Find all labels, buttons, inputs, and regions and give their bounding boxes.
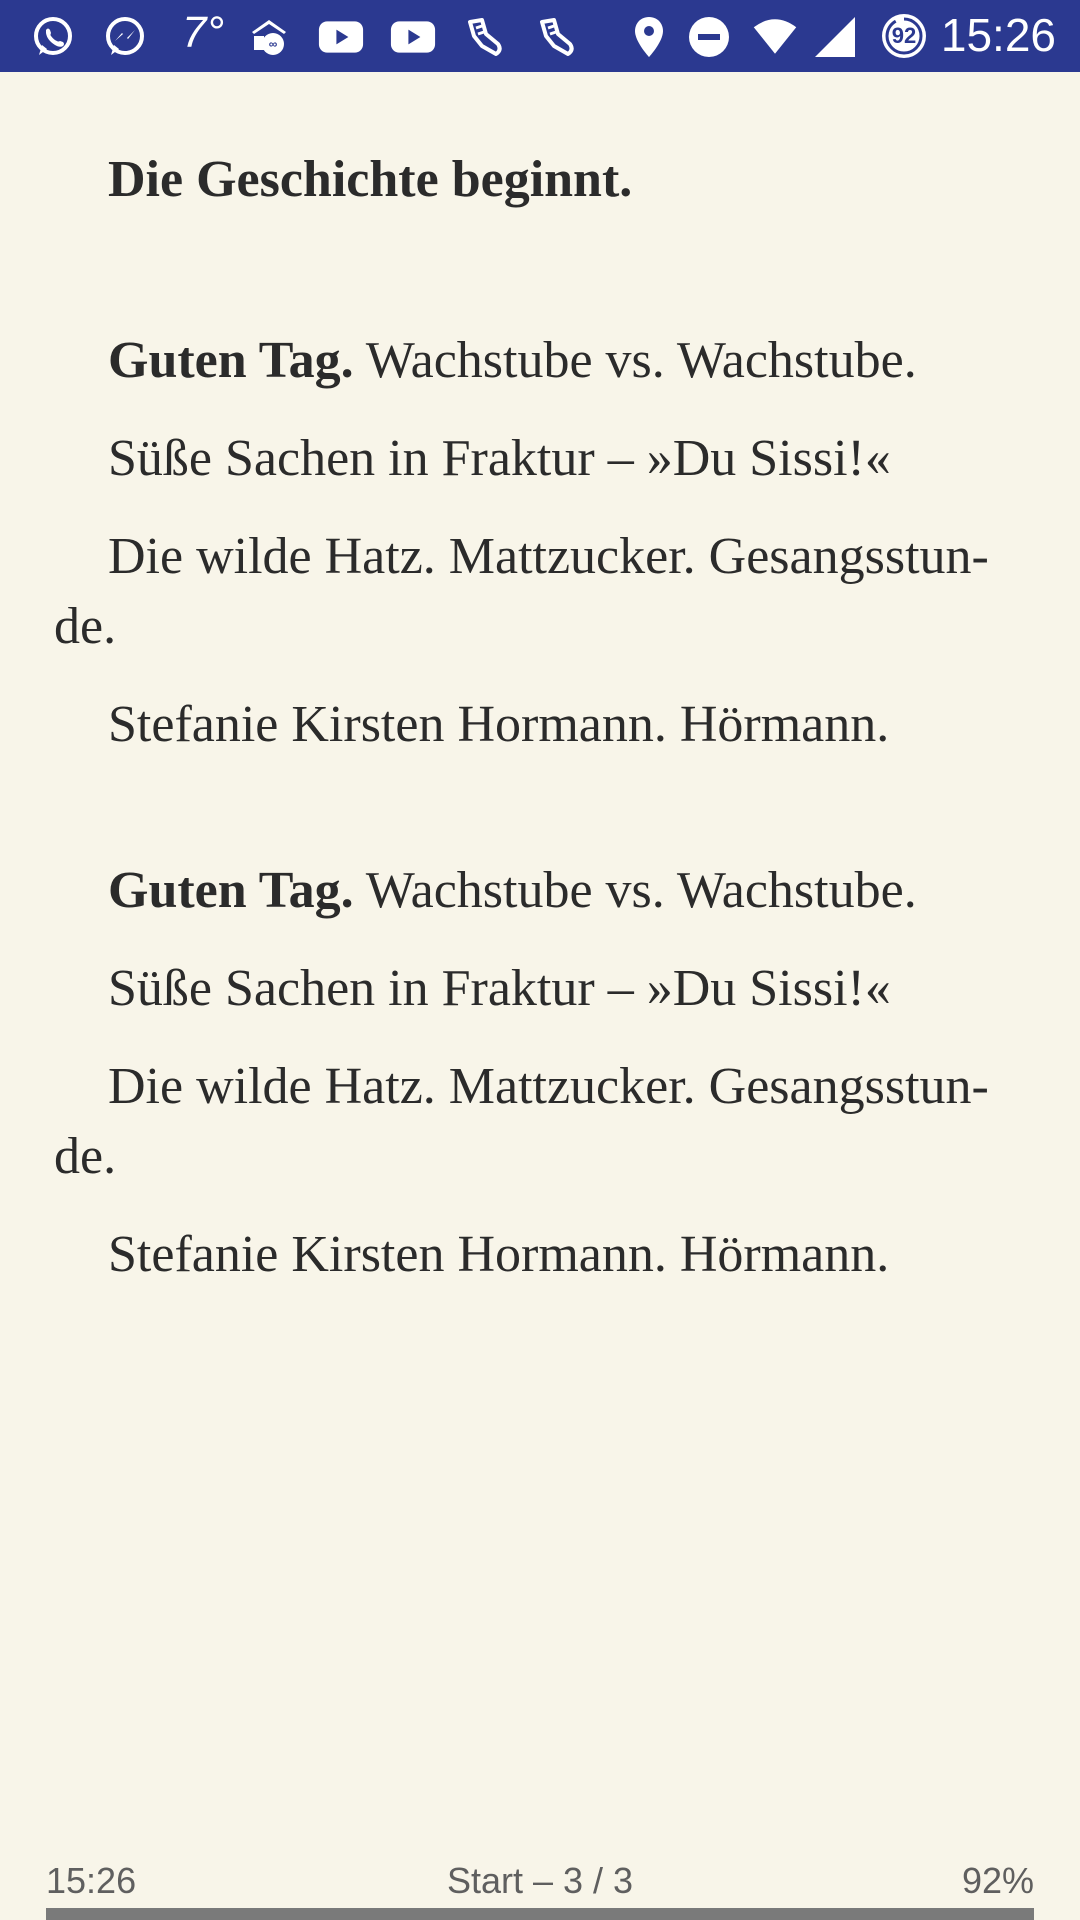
paragraph: Die wilde Hatz. Mattzucker. Gesangsstunde. [54, 528, 989, 655]
paragraph: Stefanie Kirsten Hormann. Hörmann. [108, 1226, 890, 1283]
book-page[interactable] [54, 130, 1026, 1290]
paragraph: Stefanie Kirsten Hormann. Hörmann. [108, 696, 890, 753]
chapter-heading: Die Geschichte beginnt. [108, 151, 633, 208]
page-indicator: Start – 3 / 3 [446, 1860, 634, 1901]
progress-percent: 92% [961, 1860, 1034, 1901]
youtube-icon [390, 14, 436, 60]
battery-icon [880, 12, 928, 60]
paragraph [54, 856, 1026, 926]
progress-fill [46, 1908, 1034, 1920]
tracking-icon [246, 14, 292, 60]
battery-level: 92 [891, 23, 917, 48]
reader-footer [46, 1860, 1034, 1910]
progress-bar[interactable] [46, 1908, 1034, 1920]
paragraph-text: Wachstube vs. Wachstube. [353, 332, 917, 389]
messenger-icon [102, 14, 148, 60]
wifi-icon [752, 14, 798, 60]
location-icon [626, 14, 672, 60]
svg-text:∞: ∞ [268, 37, 278, 51]
status-time: 15:26 [940, 9, 1056, 61]
paragraph-text: Wachstube vs. Wachstube. [353, 862, 917, 919]
youtube-icon [318, 14, 364, 60]
paragraph [54, 326, 1026, 396]
temperature-label: 7° [182, 8, 225, 57]
bold-lead: Guten Tag. [108, 862, 354, 919]
paragraph: Die wilde Hatz. Mattzucker. Gesangsstunde. [54, 1058, 989, 1185]
paragraph: Süße Sachen in Fraktur – »Du Sissi!« [108, 960, 891, 1017]
steps-icon [534, 14, 580, 60]
footer-time: 15:26 [46, 1860, 137, 1901]
steps-icon [462, 14, 508, 60]
spacer [54, 760, 1026, 856]
do-not-disturb-icon [686, 14, 732, 60]
spacer [54, 230, 1026, 326]
paragraph: Süße Sachen in Fraktur – »Du Sissi!« [108, 430, 891, 487]
whatsapp-icon [30, 14, 76, 60]
signal-icon [812, 14, 858, 60]
bold-lead: Guten Tag. [108, 332, 354, 389]
status-bar [0, 0, 1080, 72]
